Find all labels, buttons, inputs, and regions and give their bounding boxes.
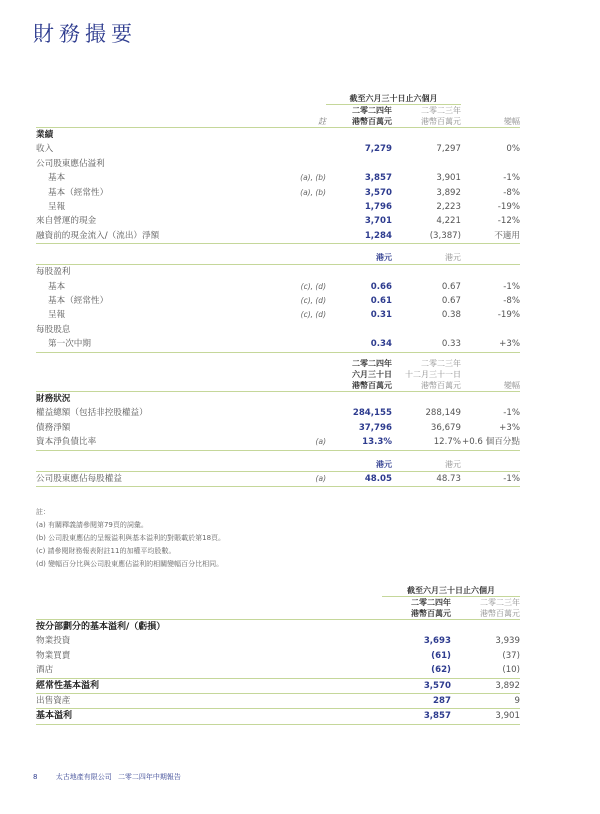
- value-2023: [392, 392, 461, 407]
- row-label: 呈報: [48, 310, 66, 321]
- value-2023: [451, 620, 520, 635]
- table-row: [36, 265, 520, 280]
- col-2024-year: 二零二四年: [352, 106, 392, 115]
- section-row: [36, 678, 520, 693]
- table-row: [36, 171, 520, 185]
- section-row: [36, 392, 520, 407]
- value-2024: [326, 157, 392, 171]
- change-value: [461, 392, 520, 407]
- value-2024: 港元: [326, 244, 392, 265]
- change-value: -1%: [503, 408, 520, 419]
- value-2024: (62): [382, 663, 451, 678]
- value-2023: [392, 128, 461, 143]
- col-change-header: 變幅: [461, 116, 520, 128]
- row-label: 每股盈利: [36, 267, 71, 278]
- table-row: [36, 435, 520, 450]
- table-row: [36, 421, 520, 435]
- col-2024-year: 二零二四年: [411, 598, 451, 607]
- value-2023: 36,679: [430, 422, 461, 433]
- table-row: [36, 663, 520, 678]
- value-2024: 48.05: [326, 471, 392, 486]
- change-value: 不適用: [461, 229, 520, 244]
- row-label: 債務淨額: [36, 422, 71, 433]
- row-label: 基本（經常性）: [48, 187, 109, 198]
- value-2023: 12.7%: [392, 435, 461, 450]
- value-2023: 3,939: [495, 636, 520, 647]
- footnote: (c) 請參閱財務報表附註11的加權平均股數。: [36, 547, 176, 555]
- value-2023: 0.38: [441, 310, 461, 321]
- table-row: [36, 649, 520, 663]
- row-label: 酒店: [36, 663, 382, 678]
- value-2024: 1,284: [326, 229, 392, 244]
- value-2024: [382, 620, 451, 635]
- col-2024-unit: 港幣百萬元: [382, 608, 451, 620]
- table-row: [36, 294, 520, 308]
- col-change-header: 變幅: [461, 380, 520, 392]
- table-row: [36, 323, 520, 337]
- note-ref: (c), (d): [300, 281, 326, 291]
- note-ref: (c), (d): [300, 310, 326, 320]
- note-ref: [284, 229, 326, 244]
- row-label: 物業買賣: [36, 650, 71, 661]
- row-label: 收入: [36, 144, 54, 155]
- value-2024: 3,701: [364, 216, 392, 227]
- value-2024: 0.31: [370, 310, 392, 321]
- note-ref: [284, 214, 326, 228]
- note-ref: (a): [284, 471, 326, 486]
- value-2024: 3,857: [364, 173, 392, 184]
- value-2023: [392, 157, 461, 171]
- value-2024: 3,570: [364, 187, 392, 198]
- table-row: [36, 229, 520, 244]
- note-ref: [284, 128, 326, 143]
- value-2023: 0.33: [392, 337, 461, 352]
- row-label: 呈報: [48, 202, 66, 213]
- section-row: [36, 620, 520, 635]
- col-2023-year: 二零二三年: [421, 106, 461, 115]
- page-footer: [33, 772, 193, 782]
- page-title: 財務撮要: [33, 22, 137, 46]
- value-2024: [326, 128, 392, 143]
- period-header: 截至六月三十日止六個月: [349, 94, 438, 103]
- col-2024-unit: 港幣百萬元: [326, 116, 392, 128]
- change-value: -8%: [503, 187, 520, 198]
- table-row: [36, 406, 520, 420]
- value-2023: 0.67: [441, 296, 461, 307]
- table-row: [36, 694, 520, 709]
- value-2023: (10): [451, 663, 520, 678]
- row-label: 財務狀況: [36, 394, 71, 404]
- report-name: 二零二四年中期報告: [117, 773, 181, 781]
- segment-profit-table: [36, 582, 520, 725]
- note-ref: (a), (b): [300, 187, 326, 197]
- value-2024: [326, 265, 392, 280]
- note-ref: [284, 200, 326, 214]
- unit-row: [36, 244, 520, 265]
- row-label: [36, 244, 284, 265]
- change-value: [461, 157, 520, 171]
- note-ref: (a): [284, 435, 326, 450]
- section-row: [36, 128, 520, 143]
- row-label: 業績: [36, 130, 54, 140]
- change-value: +3%: [499, 422, 520, 433]
- section-row: [36, 709, 520, 724]
- value-2024: 3,857: [382, 709, 451, 724]
- footnotes-heading: 註：: [36, 508, 50, 516]
- note-ref: [284, 265, 326, 280]
- row-label: 基本溢利: [36, 709, 382, 724]
- value-2023: 7,297: [436, 144, 461, 155]
- table-row: [36, 157, 520, 171]
- row-label: 融資前的現金流入/（流出）淨額: [36, 229, 284, 244]
- note-ref: (c), (d): [300, 296, 326, 306]
- change-value: [461, 265, 520, 280]
- row-label: 基本: [48, 281, 66, 292]
- value-2024: 0.61: [370, 296, 392, 307]
- change-value: -1%: [461, 471, 520, 486]
- company-name: 太古地產有限公司: [55, 773, 112, 781]
- value-2023: (37): [502, 650, 520, 661]
- footnote: (b) 公司股東應佔的呈報溢利與基本溢利的對賬載於第18頁。: [36, 534, 226, 542]
- value-2023: 4,221: [436, 216, 461, 227]
- value-2024: [326, 323, 392, 337]
- note-ref: (a), (b): [300, 173, 326, 183]
- footnote: (a) 有關釋義請參閱第79頁的詞彙。: [36, 521, 148, 529]
- results-table: [36, 90, 520, 353]
- financial-position-table: [36, 358, 520, 487]
- table-row: [36, 186, 520, 200]
- value-2024: [326, 392, 392, 407]
- col-2024-year: 二零二四年: [352, 359, 392, 368]
- value-2023: 0.67: [441, 281, 461, 292]
- row-label: 來自營運的現金: [36, 216, 97, 227]
- table-row: [36, 280, 520, 294]
- value-2023: (3,387): [392, 229, 461, 244]
- value-2024: 37,796: [358, 422, 392, 433]
- table-row: [36, 634, 520, 648]
- note-ref: [284, 392, 326, 407]
- col-2023-year: 二零二三年: [480, 598, 520, 607]
- period-header: 截至六月三十日止六個月: [407, 586, 495, 595]
- change-value: -19%: [497, 202, 520, 213]
- row-label: 按分部劃分的基本溢利/（虧損）: [36, 622, 166, 632]
- value-2024: 13.3%: [326, 435, 392, 450]
- value-2024: 1,796: [364, 202, 392, 213]
- value-2023: 港元: [392, 450, 461, 471]
- table-row: [36, 142, 520, 156]
- row-label: 物業投資: [36, 636, 71, 647]
- row-label: 每股股息: [36, 324, 71, 335]
- note-ref: [284, 323, 326, 337]
- value-2024: 287: [382, 694, 451, 709]
- row-label: 公司股東應佔每股權益: [36, 471, 284, 486]
- page-number: 8: [33, 773, 38, 781]
- table-row: [36, 308, 520, 322]
- row-label: 公司股東應佔溢利: [36, 158, 105, 169]
- row-label: 基本（經常性）: [48, 296, 109, 307]
- value-2023: [392, 265, 461, 280]
- unit-row: [36, 450, 520, 471]
- value-2024: 港元: [326, 450, 392, 471]
- value-2024: 0.34: [326, 337, 392, 352]
- col-note-header: 註: [284, 116, 326, 128]
- value-2024: 0.66: [370, 281, 392, 292]
- footnotes: [36, 506, 225, 571]
- value-2023: 3,892: [436, 187, 461, 198]
- table-row: [36, 337, 520, 352]
- change-value: 0%: [506, 144, 520, 155]
- value-2023: 2,223: [436, 202, 461, 213]
- col-2023-date: 十二月三十一日: [405, 370, 461, 379]
- row-label: 出售資產: [36, 694, 382, 709]
- col-2024-unit: 港幣百萬元: [326, 380, 392, 392]
- value-2023: 3,901: [451, 709, 520, 724]
- value-2024: 284,155: [352, 408, 392, 419]
- change-value: +3%: [461, 337, 520, 352]
- change-value: [461, 323, 520, 337]
- change-value: -12%: [497, 216, 520, 227]
- value-2024: 3,570: [382, 678, 451, 693]
- change-value: -19%: [497, 310, 520, 321]
- note-ref: [284, 244, 326, 265]
- change-value: -1%: [503, 281, 520, 292]
- change-value: [461, 450, 520, 471]
- footnote: (d) 變幅百分比與公司股東應佔溢利的相關變幅百分比相同。: [36, 560, 224, 568]
- value-2023: 288,149: [425, 408, 461, 419]
- row-label: 經常性基本溢利: [36, 678, 382, 693]
- col-2024-date: 六月三十日: [352, 370, 392, 379]
- change-value: [461, 244, 520, 265]
- note-ref: [284, 450, 326, 471]
- value-2023: 港元: [392, 244, 461, 265]
- value-2023: 9: [451, 694, 520, 709]
- note-ref: [284, 142, 326, 156]
- value-2023: [392, 323, 461, 337]
- note-ref: [284, 406, 326, 420]
- table-row: [36, 200, 520, 214]
- value-2023: 3,901: [436, 173, 461, 184]
- row-label: 權益總額（包括非控股權益）: [36, 408, 148, 419]
- note-ref: [284, 337, 326, 352]
- value-2024: 7,279: [364, 144, 392, 155]
- note-ref: [284, 421, 326, 435]
- table-row: [36, 471, 520, 486]
- col-2023-unit: 港幣百萬元: [451, 608, 520, 620]
- col-2023-unit: 港幣百萬元: [392, 380, 461, 392]
- row-label: [36, 450, 284, 471]
- value-2024: (61): [431, 650, 451, 661]
- change-value: +0.6 個百分點: [461, 435, 520, 450]
- change-value: -1%: [503, 173, 520, 184]
- value-2023: 3,892: [451, 678, 520, 693]
- change-value: -8%: [503, 296, 520, 307]
- value-2024: 3,693: [423, 636, 451, 647]
- change-value: [461, 128, 520, 143]
- row-label: 第一次中期: [36, 337, 284, 352]
- value-2023: 48.73: [392, 471, 461, 486]
- col-2023-year: 二零二三年: [421, 359, 461, 368]
- row-label: 基本: [48, 173, 66, 184]
- row-label: 資本淨負債比率: [36, 435, 284, 450]
- col-2023-unit: 港幣百萬元: [392, 116, 461, 128]
- table-row: [36, 214, 520, 228]
- note-ref: [284, 157, 326, 171]
